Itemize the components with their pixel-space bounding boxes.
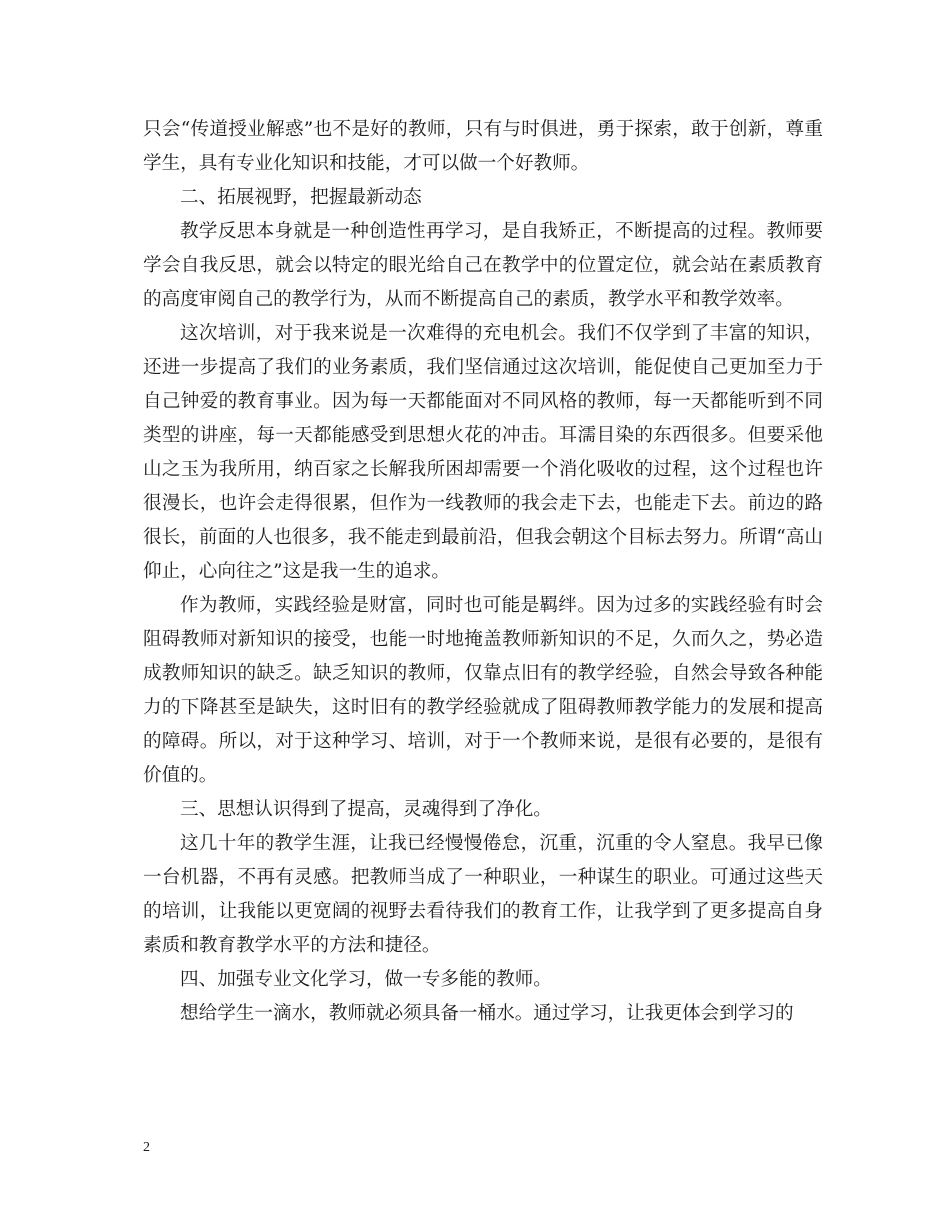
paragraph-3: 教学反思本身就是一种创造性再学习，是自我矫正，不断提高的过程。教师要学会自我反思，就会以特定的眼光给自己在教学中的位置定位，就会站在素质教育的高度审阅自己的教学行为，从而不断提高自己的素质，教学水平和教学效率。 — [143, 221, 823, 310]
section-heading-2: 二、拓展视野，把握最新动态 — [180, 187, 422, 208]
section-heading-3: 三、思想认识得到了提高，灵魂得到了净化。 — [180, 799, 552, 820]
paragraph-1: 只会“传道授业解惑”也不是好的教师，只有与时俱进，勇于探索，敢于创新，尊重学生，具有专业化知识和技能，才可以做一个好教师。 — [143, 119, 823, 174]
document-page — [143, 113, 823, 1031]
paragraph-5: 作为教师，实践经验是财富，同时也可能是羁绊。因为过多的实践经验有时会阻碍教师对新知识的接受，也能一时地掩盖教师新知识的不足，久而久之，势必造成教师知识的缺乏。缺乏知识的教师，仅靠点旧有的教学经验，自然会导致各种能力的下降甚至是缺失，这时旧有的教学经验就成了阻碍教师教学能力的发展和提高的障碍。所以，对于这种学习、培训，对于一个教师来说，是很有必要的，是很有价值的。 — [143, 595, 823, 786]
paragraph-9: 想给学生一滴水，教师就必须具备一桶水。通过学习，让我更体会到学习的 — [180, 1003, 794, 1024]
section-heading-4: 四、加强专业文化学习，做一专多能的教师。 — [180, 969, 552, 990]
paragraph-4: 这次培训，对于我来说是一次难得的充电机会。我们不仅学到了丰富的知识，还进一步提高了我们的业务素质，我们坚信通过这次培训，能促使自己更加至力于自己钟爱的教育事业。因为每一天都能面对不同风格的教师，每一天都能听到不同类型的讲座，每一天都能感受到思想火花的冲击。耳濡目染的东西很多。但要采他山之玉为我所用，纳百家之长解我所困却需要一个消化吸收的过程，这个过程也许很漫长，也许会走得很累，但作为一线教师的我会走下去，也能走下去。前边的路很长，前面的人也很多，我不能走到最前沿，但我会朝这个目标去努力。所谓“高山仰止，心向往之”这是我一生的追求。 — [143, 323, 823, 582]
page-number: 2 — [143, 1140, 150, 1155]
paragraph-7: 这几十年的教学生涯，让我已经慢慢倦怠，沉重，沉重的令人窒息。我早已像一台机器，不再有灵感。把教师当成了一种职业，一种谋生的职业。可通过这些天的培训，让我能以更宽阔的视野去看待我们的教育工作，让我学到了更多提高自身素质和教育教学水平的方法和捷径。 — [143, 833, 823, 956]
